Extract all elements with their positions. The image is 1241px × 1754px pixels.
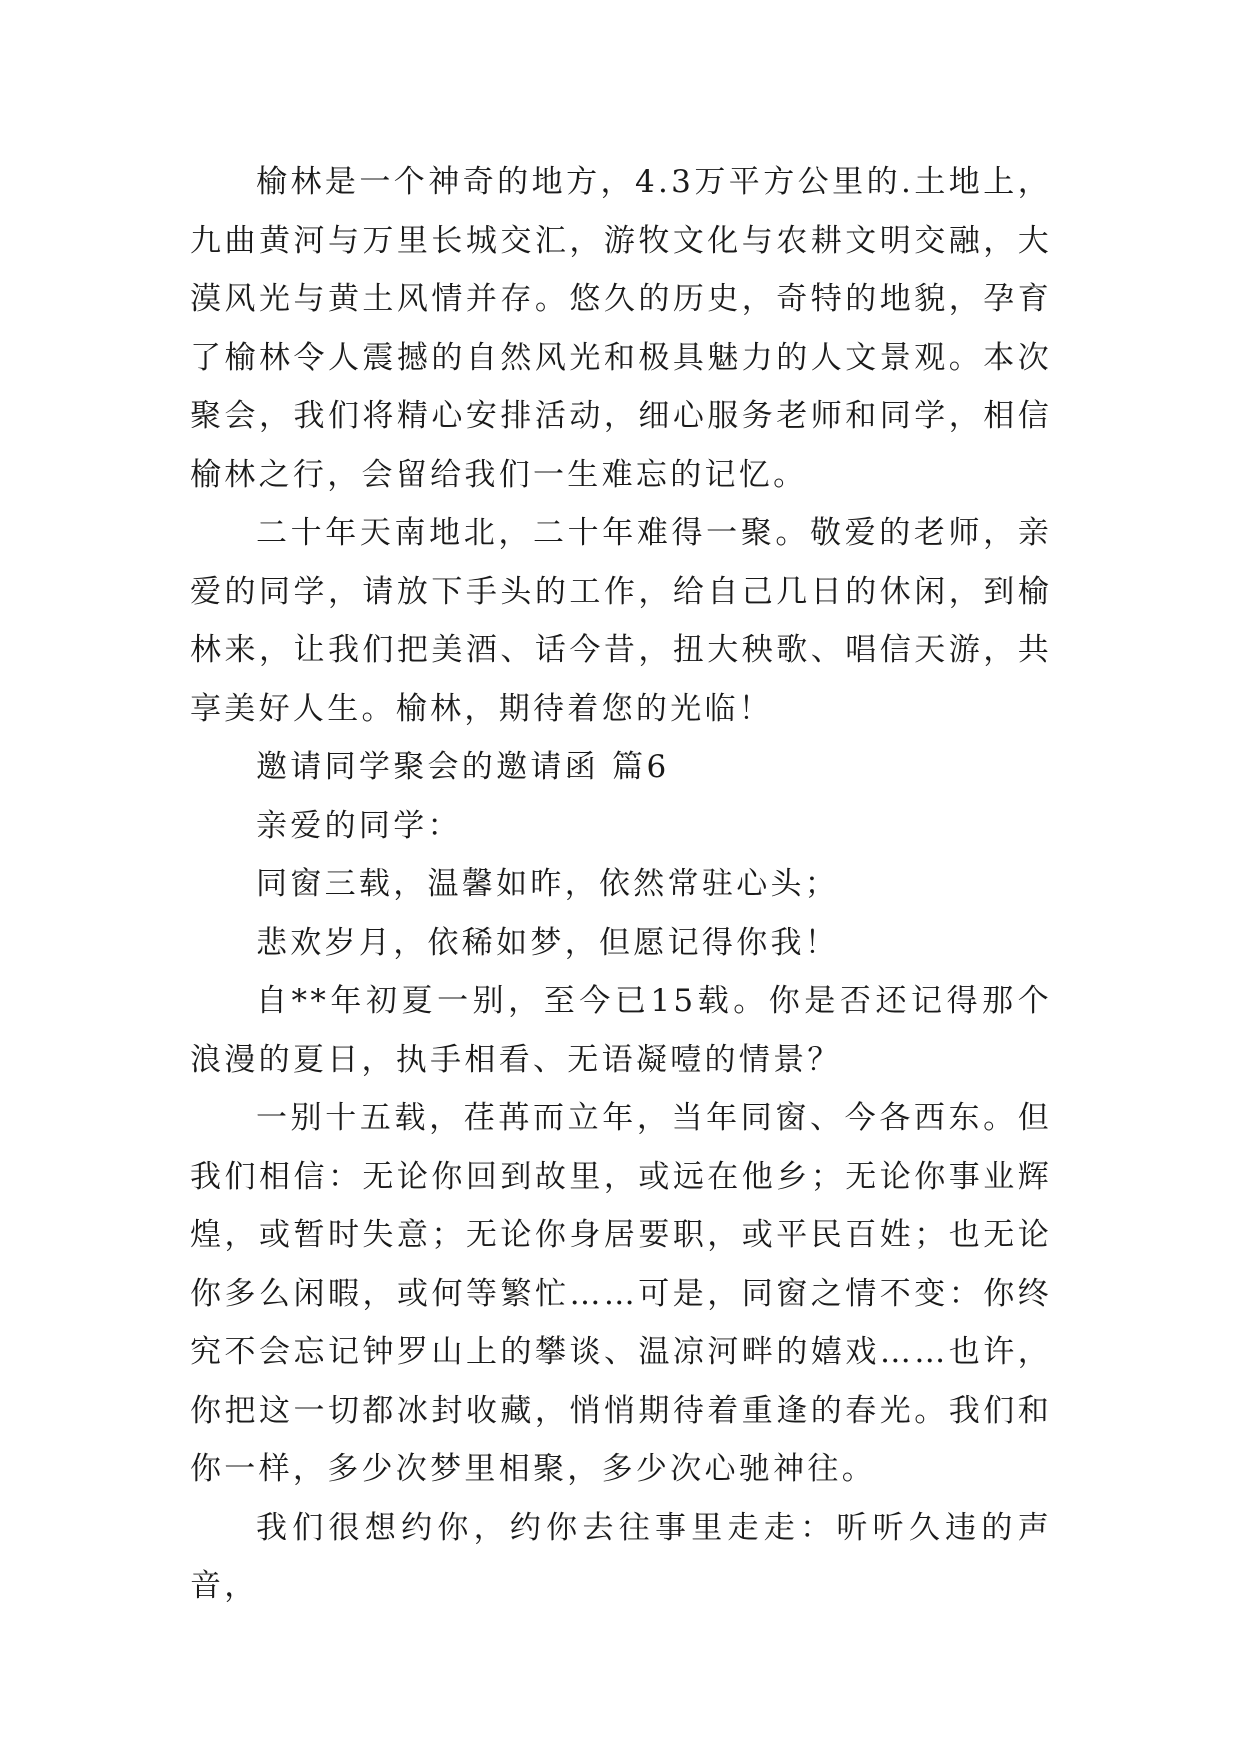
verse-line-2: 悲欢岁月，依稀如梦，但愿记得你我！ <box>256 924 840 961</box>
paragraph-classmates-bond: 一别十五载，荏苒而立年，当年同窗、今各西东。但我们相信：无论你回到故里，或远在他乡；无论你事业辉煌，或暂时失意；无论你身居要职，或平民百姓；也无论你多么闲暇，或何等繁忙……可是，同窗之情不变：你终究不会忘记钟罗山上的攀谈、温凉河畔的嬉戏……也许，你把这一切都冰封收藏，悄悄期待着重逢的春光。我们和你一样，多少次梦里相聚，多少次心驰神往。 <box>190 1100 1052 1487</box>
paragraph-invitation: 我们很想约你，约你去往事里走走：听听久违的声音， <box>190 1509 1052 1604</box>
verse-line-1: 同窗三载，温馨如昨，依然常驻心头； <box>256 866 840 902</box>
paragraph-yulin-intro: 榆林是一个神奇的地方，4.3万平方公里的.土地上，九曲黄河与万里长城交汇，游牧文化与农耕文明交融，大漠风光与黄土风情并存。悠久的历史，奇特的地貌，孕育了榆林令人震撼的自然风光和极具魅力的人文景观。本次聚会，我们将精心安排活动，细心服务老师和同学，相信榆林之行，会留给我们一生难忘的记忆。 <box>190 164 1052 493</box>
salutation: 亲爱的同学： <box>256 807 462 844</box>
section-heading: 邀请同学聚会的邀请函 篇6 <box>256 749 670 785</box>
document-page <box>190 153 1052 1616</box>
paragraph-fifteen-years: 自**年初夏一别，至今已15载。你是否还记得那个浪漫的夏日，执手相看、无语凝噎的情景？ <box>190 983 1052 1078</box>
paragraph-twenty-years: 二十年天南地北，二十年难得一聚。敬爱的老师，亲爱的同学，请放下手头的工作，给自己几日的休闲，到榆林来，让我们把美酒、话今昔，扭大秧歌、唱信天游，共享美好人生。榆林，期待着您的光临！ <box>190 515 1052 727</box>
